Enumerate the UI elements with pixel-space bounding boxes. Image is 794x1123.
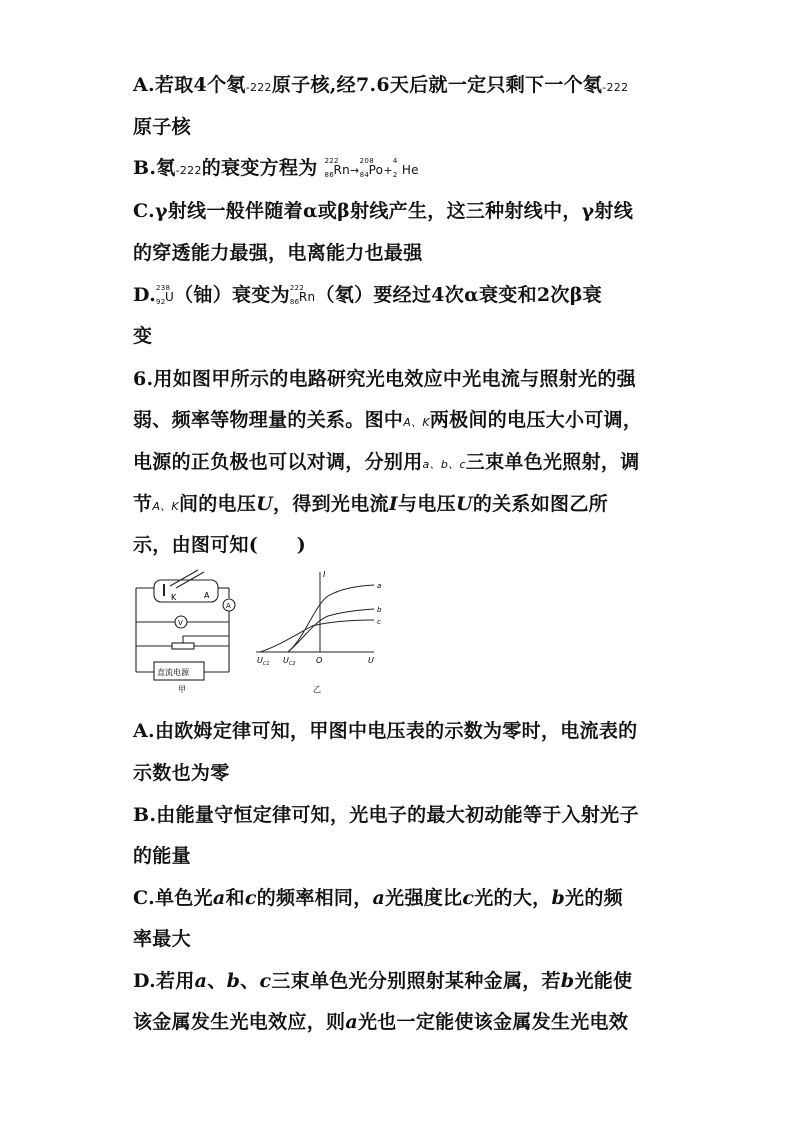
text: 节 [133,493,153,515]
electrode-labels: A、K [403,416,430,429]
q5-option-b [133,153,419,180]
q6-stem-line3 [133,447,640,474]
light-labels: a、b、c [422,458,466,471]
mass-number: 208 [359,157,374,165]
var-u: U [455,493,473,515]
label-jia: 甲 [178,685,186,694]
isotope-mark: -222 [245,81,272,94]
nuclide-po [359,157,384,179]
text: 三束单色光分别照射某种金属，若 [271,970,561,992]
curve-b [288,609,374,652]
rheostat [172,643,194,649]
text: D. [133,284,157,306]
anode-label: A [204,591,210,600]
circuit-diagram [136,570,235,680]
mass-number: 222 [289,284,305,292]
text: 和 [225,887,245,909]
var-a: a [194,970,208,992]
q5-option-a-line1 [133,70,628,97]
q5-option-c-line2: 的穿透能力最强，电离能力也最强 [133,242,423,264]
origin-label: O [316,656,323,665]
text: 三束单色光照射，调 [465,451,640,473]
text: A.若取4个氡 [133,74,246,96]
curve-a [288,585,374,652]
symbol: Po [368,163,384,177]
q5-option-c-line1: C.γ射线一般伴随着α或β射线产生，这三种射线中，γ射线 [133,200,634,222]
figure [128,566,398,700]
axis-label-u: U [368,656,374,665]
text: C.单色光 [133,887,213,909]
voltmeter-label: V [178,619,183,627]
ammeter-label: A [226,602,231,610]
q6-stem-line5: 示，由图可知( ) [133,534,306,556]
q6-option-d-line2 [133,1007,628,1034]
isotope-mark: -222 [175,164,202,177]
axis-label-i: I [323,570,326,579]
sep: 、 [240,970,260,992]
nuclide-rn [324,157,351,179]
var-i: I [388,493,399,515]
text: （氡）要经过4次α衰变和2次β衰 [315,284,602,306]
q6-stem-line4 [133,489,608,516]
iu-graph [256,572,374,652]
q5-option-d-line1 [133,280,602,307]
text: 与电压 [398,493,456,515]
text: 间的电压 [178,493,257,515]
symbol: Rn [298,290,316,304]
text: 该金属发生光电效应，则 [133,1011,346,1033]
var-a: a [372,887,386,909]
arrow: → [350,164,360,177]
text: 光也一定能使该金属发生光电效 [357,1011,629,1033]
uc2-label: $U_{C2}$ [283,656,296,667]
figure-svg [128,566,398,696]
atomic-number: 84 [359,171,370,179]
text: 弱、频率等物理量的关系。图中 [133,409,404,431]
text: 两极间的电压大小可调， [429,409,643,431]
q6-option-a-line1: A.由欧姆定律可知，甲图中电压表的示数为零时，电流表的 [133,720,638,742]
var-a: a [345,1011,358,1033]
text: 电源的正负极也可以对调，分别用 [133,451,423,473]
q6-option-c-line2: 率最大 [133,928,191,950]
power-supply-label: 直流电源 [157,668,189,677]
text: 光强度比 [385,887,463,909]
text: ，得到光电流 [273,493,389,515]
symbol: U [165,290,175,304]
var-u: U [256,493,274,515]
text: （铀）衰变为 [174,284,290,306]
mass-number: 238 [156,284,171,292]
q6-option-c-line1 [133,883,623,910]
symbol: Rn [333,163,351,177]
curve-c [260,620,374,652]
text: 光能使 [574,970,633,992]
text: 原子核,经7.6天后就一定只剩下一个氡 [271,74,603,96]
text: 光的频 [565,887,623,909]
q6-option-b-line2: 的能量 [133,845,191,867]
label-yi: 乙 [313,685,321,694]
text: D.若用 [133,970,195,992]
curve-b-label: b [377,606,382,614]
q6-stem-line2 [133,405,642,432]
var-b: b [226,970,241,992]
text: 的关系如图乙所 [472,493,608,515]
curve-c-label: c [377,618,381,626]
nuclide-he [392,157,419,179]
mass-number: 222 [324,157,339,165]
q6-option-a-line2: 示数也为零 [133,762,230,784]
nuclide-rn [289,284,316,306]
var-c: c [244,887,257,909]
atomic-number: 86 [324,171,334,179]
electrode-labels: A、K [152,500,179,513]
q5-option-a-line2: 原子核 [133,116,191,138]
text: B.氡 [133,157,176,179]
q5-option-d-line2: 变 [133,325,153,347]
sep: 、 [207,970,227,992]
atomic-number: 2 [392,171,398,179]
text: 光的大， [474,887,552,909]
text: 的频率相同， [256,887,373,909]
atomic-number: 92 [156,298,166,306]
q6-option-d-line1 [133,966,632,993]
var-c: c [462,887,475,909]
atomic-number: 86 [289,298,300,306]
plus: + [383,164,393,177]
var-a: a [212,887,226,909]
var-c: c [259,970,272,992]
mass-number: 4 [392,157,398,165]
var-b: b [560,970,575,992]
cathode-label: K [171,593,177,602]
q6-option-b-line1: B.由能量守恒定律可知，光电子的最大初动能等于入射光子 [133,804,639,826]
isotope-mark: -222 [602,81,629,94]
text: 的衰变方程为 [201,157,318,179]
var-b: b [551,887,566,909]
curve-a-label: a [377,582,382,590]
symbol: He [401,163,419,177]
q6-stem-line1: 6.用如图甲所示的电路研究光电效应中光电流与照射光的强 [133,368,636,390]
nuclide-u [156,284,175,306]
uc1-label: $U_{C1}$ [257,656,270,667]
